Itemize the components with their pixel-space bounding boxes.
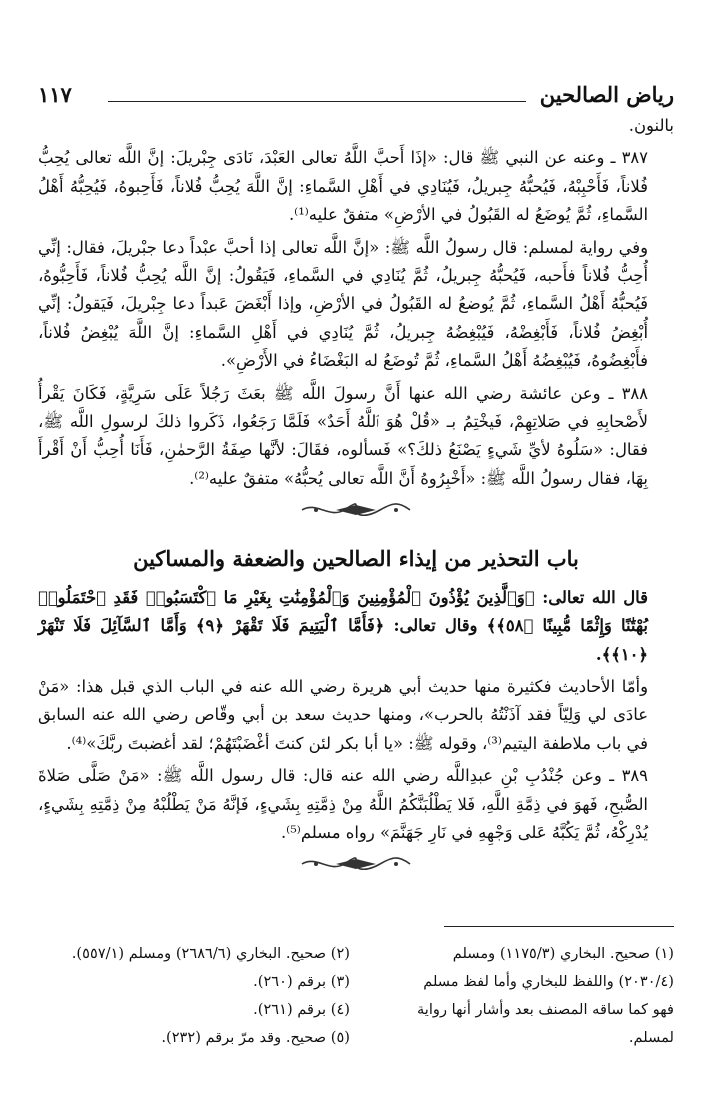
quran-verses: قال الله تعالى: ﴿وَٱلَّذِينَ يُؤْذُونَ ٱلْمُؤْمِنِينَ وَٱلْمُؤْمِنَٰتِ بِغَيْرِ مَا ٱكْتَسَبُوا۟ فَقَدِ ٱحْتَمَلُوا۟ بُهْتَٰنًا وَإِثْمًا مُّبِينًا ﴿٥٨﴾﴾ وقال تعالى: ﴿فَأَمَّا ٱلْيَتِيمَ فَلَا تَقْهَرْ ﴿٩﴾ وَأَمَّا ٱلسَّآئِلَ فَلَا تَنْهَرْ ﴿١٠﴾﴾. xyxy=(38,587,648,664)
line-continuation: بالنون. xyxy=(628,116,674,135)
running-title: رياض الصالحين xyxy=(539,82,674,107)
flourish-icon xyxy=(296,499,416,521)
footnote-grid xyxy=(38,940,674,1052)
ornament-divider xyxy=(38,497,674,523)
chapter-title: باب التحذير من إيذاء الصالحين والضعفة والمساكين xyxy=(133,546,579,572)
page-header xyxy=(38,82,674,112)
footnote-item: (٣) برقم (٢٦٠). xyxy=(253,973,350,990)
book-page xyxy=(38,0,674,1106)
flourish-icon xyxy=(296,853,416,875)
hadith-387: ٣٨٧ ـ وعنه عن النبي ﷺ قال: «إذَا أَحبَّ اللَّهُ تعالى العَبْدَ، نَادَى جِبْريلَ: إنَّ اللَّه تعالى يُحِبُّ فُلاناً، فَأَحْبِبْهُ، فَيُحبُّهُ جِبريلُ، فَيُنَادِي في أَهْلِ السَّماءِ: إنَّ اللَّهَ يُحِبُّ فُلاناً، فَأَحِبوهُ، فَيُحِبُّهُ أَهْلُ السَّماءِ، ثُمَّ يُوضَعُ له القَبُولُ في الأرْضِ» متفقٌ عليه⁽¹⁾. xyxy=(38,148,648,225)
footnote-item: (٢٠٣٠/٤) واللفظ للبخاري وأما لفظ مسلم xyxy=(423,973,674,990)
ornament-divider-2 xyxy=(38,851,674,877)
page-number: ١١٧ xyxy=(38,82,72,107)
footnote-item: (٤) برقم (٢٦١). xyxy=(253,1001,350,1018)
hadith-389: ٣٨٩ ـ وعن جُنْدُبِ بْنِ عبدِاللَّه رضي الله عنه قال: قال رسول اللَّه ﷺ: «مَنْ صَلَّى صَلاةَ الصُّبحِ، فَهوَ في ذِمَّةِ اللَّهِ، فَلا يَطْلُبَنَّكُمُ اللَّهُ مِنْ ذِمَّتِهِ بِشَيءٍ، فَإنَّهُ مَنْ يَطْلُبْهُ مِنْ ذِمَّتِهِ بِشَيءٍ، يُدْرِكْهُ، ثُمَّ يَكُبَّهُ عَلى وَجْهِهِ في نَارِ جَهَنَّمَ» رواه مسلم⁽⁵⁾. xyxy=(38,766,648,842)
footnote-item: لمسلم. xyxy=(628,1029,674,1046)
ahadith-paragraph: وأمّا الأحاديث فكثيرة منها حديث أبي هريرة رضي الله عنه في الباب الذي قبل هذا: «مَنْ عادَى لي وَلِيّاً فقد آذَنْتُهُ بالحرب»، ومنها حديث سعد بن أبي وقّاص رضي الله عنه السابق في باب ملاطفة اليتيم⁽³⁾، وقوله ﷺ: «يا أبا بكر لئن كنتَ أغْضَبْتَهُمْ؛ لقد أغضبتَ ربَّكَ»⁽⁴⁾. xyxy=(38,676,648,753)
footnote-item: (٢) صحيح. البخاري (٢٦٨٦/٦) ومسلم (٥٥٧/١). xyxy=(71,945,350,962)
header-rule xyxy=(108,101,526,102)
footnote-rule xyxy=(444,926,674,927)
hadith-388: ٣٨٨ ـ وعن عائشة رضي الله عنها أَنَّ رسولَ اللَّه ﷺ بعَثَ رَجُلاً عَلَى سَرِيَّةٍ، فَكَانَ يَقْرأُ لأَصْحابِهِ في صَلاتِهِمْ، فَيخْتِمُ بـ «قُلْ هُوَ ٱللَّهُ أَحَدٌ» فَلَمَّا رَجَعُوا، ذَكَروا ذلكَ لرسولِ اللَّه ﷺ، فقال: «سَلُوهُ لأيِّ شَيءٍ يَصْنَعُ ذلكَ؟» فَسألوه، فقَالَ: لأنَّها صِفَةُ الرَّحمٰنِ، فَأَنَا أُحِبُّ أَنْ أَقْرأَ بِهَا، فقال رسولُ اللَّه ﷺ: «أَخْبِرُوهُ أَنَّ اللَّه تعالى يُحبُّهُ» متفقٌ عليه⁽²⁾. xyxy=(38,383,648,488)
footnote-item: فهو كما ساقه المصنف بعد وأشار أنها رواية xyxy=(416,1001,674,1018)
hadith-387-muslim-narration: وفي رواية لمسلم: قال رسولُ اللَّه ﷺ: «إنَّ اللَّه تعالى إذا أحبَّ عبْداً دعا جبْريلَ، فقال: إنِّي أُحِبُّ فُلاناً فأَحبه، فَيُحبُّهُ جِبريلُ، ثُمَّ يُنَادِي في السَّماءِ، فَيَقُولُ: إنَّ اللَّه يُحِبُّ فُلاناً، فَأَحِبُّوهُ، فَيُحبُّهُ أَهْلُ السَّماءِ، ثُمَّ يُوضعُ له القَبُولُ في الأرْضِ، وإذا أَبْغَضَ عَبداً دعا جِبْريلَ، فَيَقولُ: إنِّي أُبْغِضُ فُلاناً، فَأَبْغِضْهُ، فَيُبْغِضُهُ جِبريلُ، ثُمَّ يُنَادِي في أَهْلِ السَّماءِ: إنَّ اللَّهَ يُبْغِضُ فُلاناً، فأَبْغِضُوهُ، فَيُبْغِضُهُ أَهْلُ السَّماءِ، ثُمَّ تُوضَعُ له البَغْضَاءُ في الأَرْضِ». xyxy=(38,237,648,371)
footnote-item: (١) صحيح. البخاري (١١٧٥/٣) ومسلم xyxy=(452,945,674,962)
footnote-item: (٥) صحيح. وقد مرّ برقم (٢٣٢). xyxy=(161,1029,350,1046)
main-text xyxy=(38,112,674,883)
